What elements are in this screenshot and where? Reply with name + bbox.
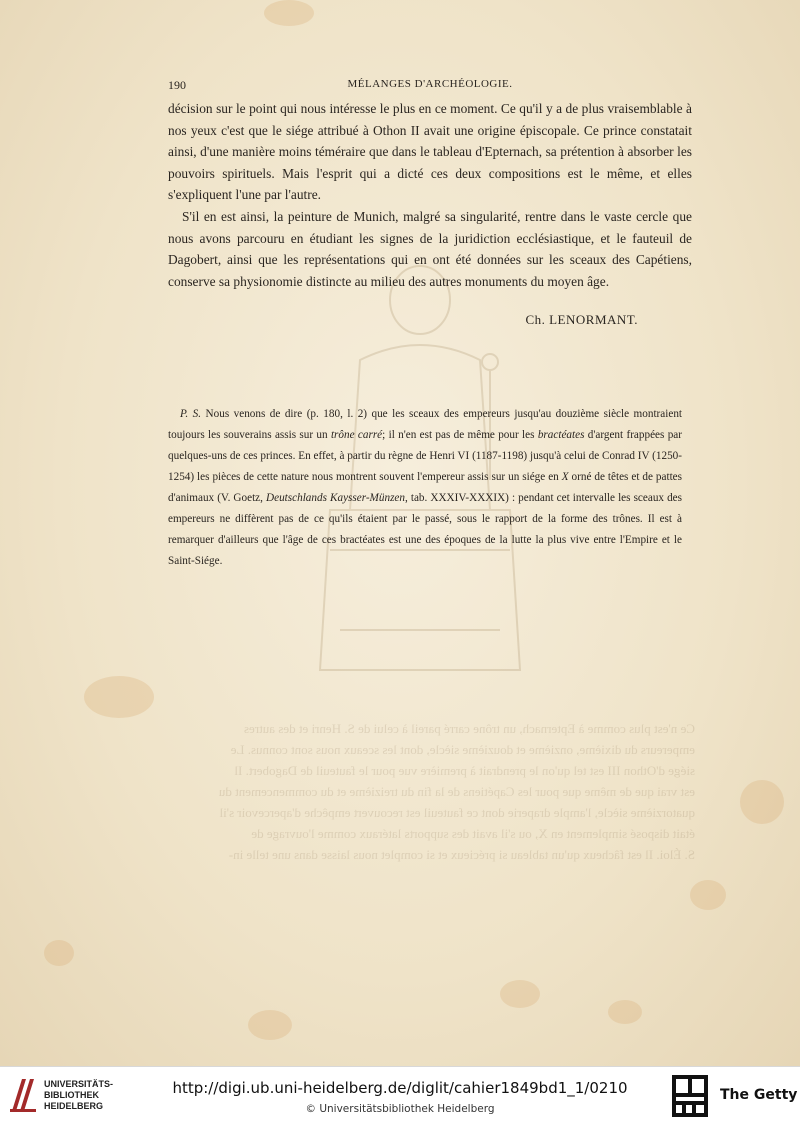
bleed-through-text: Ce n'est plus comme à Epternach, un trône carré pareil à celui de S. Henri et des autres empereurs du dixième, onzième et douzième siècle, dont les sceaux nous sont connus. Le siége d'Othon III est tel qu'on le prendrait à première vue pour le fauteuil de Dagobert. Il est vrai que de même que pour les Capétiens de la fin du treizième et du commencement du quatorzième siècle, l'ample draperie dont ce fauteuil est recouvert empêche d'apercevoir s'il était disposé simplement en X, ou s'il avait des supports latéraux comme l'ouvrage de S. Éloi. Il est fâcheux qu'un tableau si précieux et si complet nous laisse dans une telle in- bbox=[218, 721, 695, 862]
postscript bbox=[168, 404, 682, 572]
viewer-footer bbox=[0, 1066, 800, 1125]
paragraph: décision sur le point qui nous intéresse le plus en ce moment. Ce qu'il y a de plus vraisemblable à nos yeux c'est que le siége attribué à Othon II avait une origine épiscopale. Ce prince constatait ainsi, d'une manière moins téméraire que dans le tableau d'Epternach, sa prétention à absorber les pouvoirs spirituels. Mais l'esprit qui a dicté ces deux compositions est le même, et elles s'expliquent l'une par l'autre. bbox=[168, 101, 692, 203]
getty-logo-icon[interactable] bbox=[672, 1075, 708, 1117]
postscript-text: d'argent frappées par quelques-uns de ces princes. En effet, à partir du règne de Henri VI (1187-1198) jusqu'à celui de Conrad IV (1250-1254) les pièces de cette nature nous montrent souvent l'empereur assis sur un siége en bbox=[168, 429, 682, 483]
foxing-spot bbox=[264, 0, 314, 26]
copyright-notice: © Universitätsbibliothek Heidelberg bbox=[305, 1103, 495, 1115]
foxing-spot bbox=[500, 980, 540, 1008]
postscript-italic: trône carré bbox=[330, 429, 383, 441]
foxing-spot bbox=[44, 940, 74, 966]
foxing-spot bbox=[740, 780, 784, 824]
foxing-spot bbox=[84, 676, 154, 718]
page-number: 190 bbox=[168, 78, 186, 92]
postscript-text: ; il n'en est pas de même pour les bbox=[382, 429, 538, 441]
foxing-spot bbox=[690, 880, 726, 910]
running-title: MÉLANGES D'ARCHÉOLOGIE. bbox=[347, 78, 513, 90]
partner-name: The Getty bbox=[720, 1087, 798, 1103]
postscript-label: P. S. bbox=[180, 408, 202, 420]
postscript-italic: X bbox=[561, 471, 569, 483]
postscript-italic: Deutschlands Kaysser-Münzen bbox=[266, 492, 405, 504]
postscript-italic: bractéates bbox=[537, 429, 585, 441]
document-url[interactable]: http://digi.ub.uni-heidelberg.de/diglit/cahier1849bd1_1/0210 bbox=[172, 1079, 628, 1097]
page-header bbox=[168, 78, 692, 96]
paragraph: S'il en est ainsi, la peinture de Munich, malgré sa singularité, rentre dans le vaste cercle que nous avons parcouru en étudiant les signes de la juridiction ecclésiastique, et le fauteuil de Dagobert, ainsi que les représentations qui en ont été données sur les sceaux des Capétiens, conserve sa physionomie distincte au milieu des autres monuments du moyen âge. bbox=[168, 208, 692, 289]
university-library-name: UNIVERSITÄTS- BIBLIOTHEK HEIDELBERG bbox=[44, 1079, 114, 1111]
author-signature: Ch. LENORMANT. bbox=[525, 312, 638, 327]
postscript-text: , tab. XXXIV-XXXIX) : pendant cet intervalle les sceaux des empereurs ne diffèrent pas de ce qu'ils étaient par le passé, sous le rapport de la forme des trônes. Il est à remarquer d'ailleurs que l'âge de ces bractéates est une des époques de la lutte la plus vive entre l'Empire et le Saint-Siége. bbox=[168, 492, 682, 567]
foxing-spot bbox=[608, 1000, 642, 1024]
postscript-text: orné de têtes et de pattes d'animaux (V. Goetz, bbox=[168, 471, 682, 504]
foxing-spot bbox=[248, 1010, 292, 1040]
main-text bbox=[168, 98, 692, 292]
postscript-text: Nous venons de dire (p. 180, l. 2) que les sceaux des empereurs jusqu'au douzième siècle montraient toujours les souverains assis sur un bbox=[168, 408, 683, 441]
